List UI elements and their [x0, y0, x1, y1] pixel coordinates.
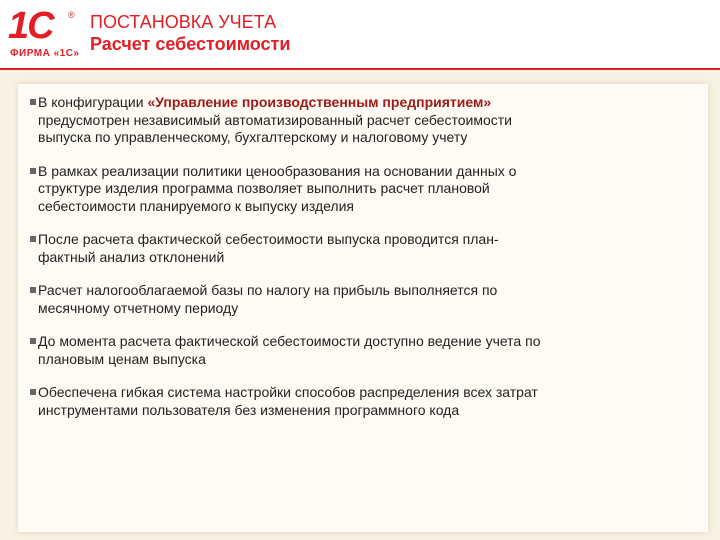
list-item — [18, 94, 548, 147]
list-item — [18, 282, 548, 317]
page-subtitle: Расчет себестоимости — [90, 34, 291, 54]
bullet-square-icon — [30, 287, 36, 293]
logo-1c — [8, 6, 78, 64]
bullet-text — [38, 94, 512, 145]
slide-header — [0, 0, 720, 70]
bullet-prefix: В конфигурации — [38, 94, 148, 110]
bullet-square-icon — [30, 236, 36, 242]
list-item — [18, 231, 548, 266]
list-item — [18, 384, 548, 419]
logo-caption: ФИРМА «1С» — [10, 48, 80, 59]
bullet-square-icon — [30, 99, 36, 105]
bullet-square-icon — [30, 168, 36, 174]
bullet-text: После расчета фактической себестоимости выпуска проводится план-фактный анализ отклонений — [38, 231, 499, 265]
bullet-text: В рамках реализации политики ценообразования на основании данных о структуре изделия программа позволяет выполнить расчет плановой себестоимости планируемого к выпуску изделия — [38, 162, 517, 214]
bullet-lead: «Управление производственным предприятием» — [147, 94, 492, 110]
content-panel — [18, 84, 708, 532]
logo-mark: 1С — [8, 5, 53, 47]
list-item — [18, 163, 548, 216]
bullet-text: Обеспечена гибкая система настройки способов распределения всех затрат инструментами пользователя без изменения программного кода — [38, 384, 538, 418]
page-title: ПОСТАНОВКА УЧЕТА — [90, 12, 277, 32]
bullet-text: Расчет налогооблагаемой базы по налогу на прибыль выполняется по месячному отчетному периоду — [38, 282, 498, 316]
bullet-list — [18, 84, 708, 419]
list-item — [18, 333, 548, 368]
header-divider — [0, 68, 720, 70]
bullet-square-icon — [30, 389, 36, 395]
bullet-square-icon — [30, 338, 36, 344]
registered-mark: ® — [68, 10, 75, 20]
bullet-text: До момента расчета фактической себестоимости доступно ведение учета по плановым ценам выпуска — [38, 333, 541, 367]
bullet-rest: предусмотрен независимый автоматизированный расчет себестоимости выпуска по управленческому, бухгалтерскому и налоговому учету — [38, 111, 512, 145]
